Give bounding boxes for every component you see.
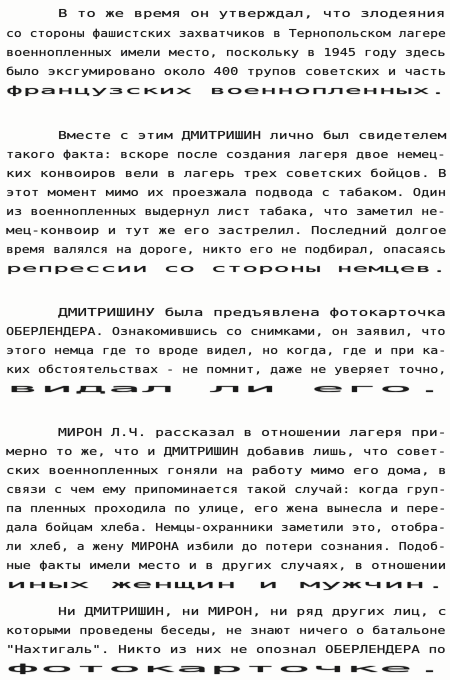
paragraph-line: французских военнопленных. (6, 84, 447, 97)
paragraph-line: которыми проведены беседы, не знают ничего о батальоне (6, 624, 446, 637)
paragraph-line: па пленных проходила по улице, его жена вынесла и пере- (6, 502, 447, 515)
paragraph-line: мец-конвоир и тут же его застрелил. Последний долгое (6, 224, 447, 237)
paragraph-line: со стороны фашистских захватчиков в Тернопольском лагере (6, 27, 446, 40)
paragraph-line: ДМИТРИШИНУ была предъявлена фотокарточка (58, 306, 446, 319)
paragraph-line: "Нахтигаль". Никто из них не опознал ОБЕРЛЕНДЕРА по (6, 643, 446, 656)
paragraph-line: из военнопленных выдернул лист табака, что заметил не- (6, 205, 446, 218)
paragraph-line: ких конвоиров вели в лагерь трех советских бойцов. В (6, 167, 447, 180)
paragraph-line: мерно то же, что и ДМИТРИШИН добавив лишь, что совет- (6, 445, 447, 458)
paragraph-line: этот момент мимо их проезжала подвода с табаком. Один (6, 186, 447, 199)
paragraph-line: Ни ДМИТРИШИН, ни МИРОН, ни ряд других лиц, с (58, 605, 447, 618)
paragraph-line: фотокарточке. (6, 662, 447, 675)
paragraph-line: военнопленных имели место, поскольку в 1945 году здесь (6, 46, 446, 59)
paragraph-line: ких обстоятельствах - не помнит, даже не уверяет точно, (6, 363, 447, 376)
paragraph-line: связи с чем ему припоминается такой случай: когда груп- (6, 483, 447, 496)
paragraph-line: дала бойцам хлеба. Немцы-охранники заметили это, отобра- (6, 521, 446, 534)
paragraph-line: репрессии со стороны немцев. (6, 262, 448, 275)
paragraph-line: Вместе с этим ДМИТРИШИН лично был свидетелем (58, 129, 447, 142)
paragraph-line: ских военнопленных гоняли на работу мимо его дома, в (6, 464, 447, 477)
paragraph-line: время валялся на дороге, никто его не подбирал, опасаясь (6, 243, 446, 256)
paragraph-line: видал ли его. (6, 382, 447, 395)
paragraph-line: ли хлеб, а жену МИРОНА избили до потери сознания. Подоб- (6, 540, 446, 553)
paragraph-line: В то же время он утверждал, что злодеяния (58, 7, 446, 20)
paragraph-line: МИРОН Л.Ч. рассказал в отношении лагеря при- (58, 426, 447, 439)
paragraph-line: ные факты имели место и в других случаях, в отношении (6, 559, 447, 572)
paragraph-line: такого факта: вскоре после создания лагеря двое немец- (6, 148, 446, 161)
paragraph-line: было эксгумировано около 400 трупов советских и часть (6, 65, 447, 78)
paragraph-line: иных женщин и мужчин. (6, 578, 447, 591)
paragraph-line: ОБЕРЛЕНДЕРА. Ознакомившись со снимками, он заявил, что (6, 325, 446, 338)
paragraph-line: этого немца где то вроде видел, но когда, где и при ка- (6, 344, 447, 357)
